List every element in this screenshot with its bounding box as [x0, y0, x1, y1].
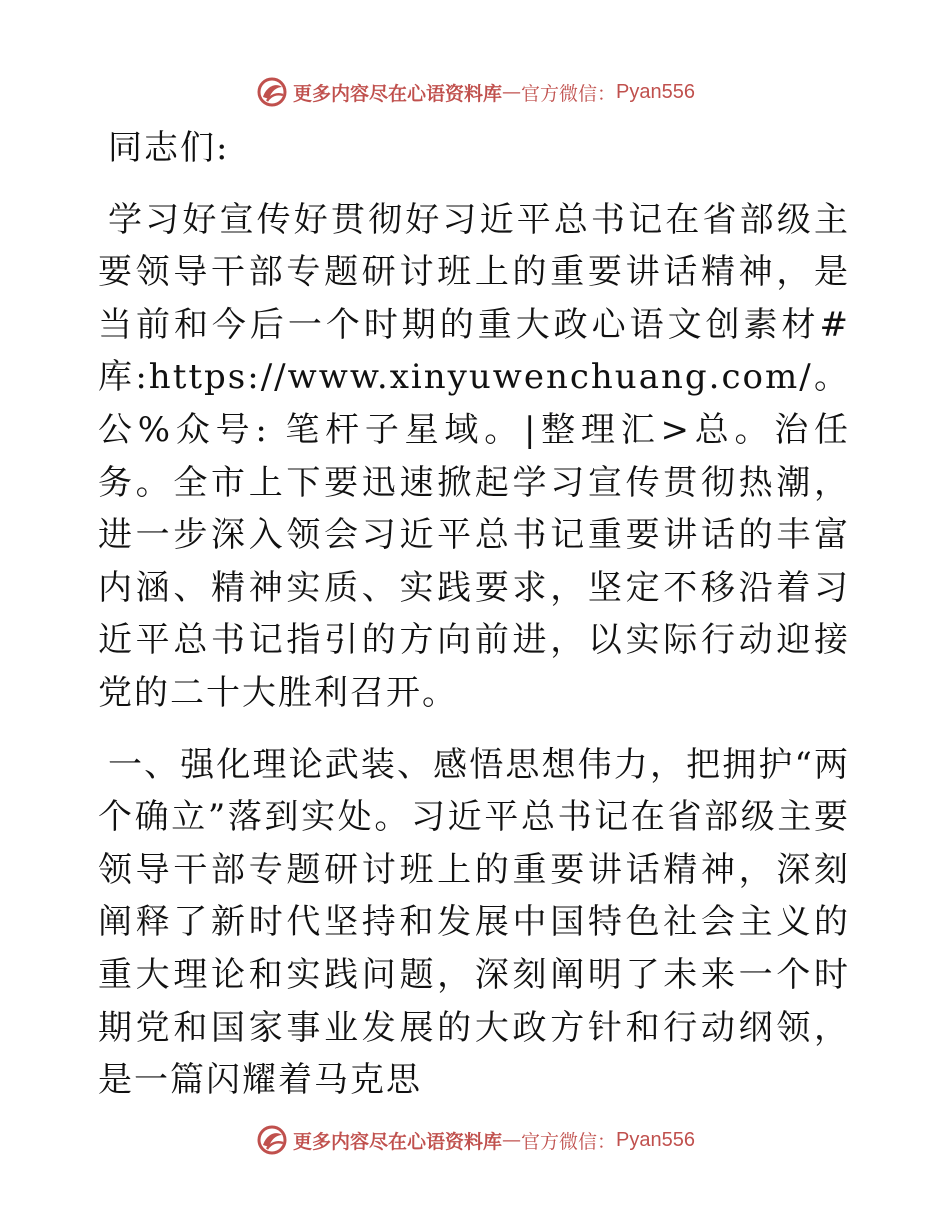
footer-watermark-banner [0, 1120, 950, 1160]
paragraph-1: 学习好宣传好贯彻好习近平总书记在省部级主要领导干部专题研讨班上的重要讲话精神，是当前和今后一个时期的重大政心语文创素材#库:https://www.xinyuwenchuang.com/。公%众号: 笔杆子星域。|整理汇>总。治任务。全市上下要迅速掀起学习宣传贯彻热潮，进一步深入领会习近平总书记重要讲话的丰富内涵、精神实质、实践要求，坚定不移沿着习近平总书记指引的方向前进，以实际行动迎接党的二十大胜利召开。 [98, 199, 850, 713]
footer-wechat-label: 官方微信： [521, 1130, 617, 1153]
header-brand-text: 更多内容尽在心语资料库 [293, 82, 503, 105]
red-swirl-logo-icon [255, 75, 289, 109]
red-swirl-logo-icon [255, 1123, 289, 1157]
header-separator: — [502, 81, 522, 103]
header-watermark-banner [0, 72, 950, 112]
paragraph-2: 一、强化理论武装、感悟思想伟力，把拥护“两个确立”落到实处。习近平总书记在省部级主要领导干部专题研讨班上的重要讲话精神，深刻阐释了新时代坚持和发展中国特色社会主义的重大理论和实践问题，深刻阐明了未来一个时期党和国家事业发展的大政方针和行动纲领，是一篇闪耀着马克思 [98, 744, 850, 1101]
greeting: 同志们: [108, 128, 230, 168]
header-wechat-handle: Pyan556 [616, 80, 695, 103]
footer-wechat-handle: Pyan556 [616, 1128, 695, 1151]
header-wechat-label: 官方微信： [521, 82, 617, 105]
footer-separator: — [502, 1129, 522, 1151]
footer-brand-text: 更多内容尽在心语资料库 [293, 1130, 503, 1153]
document-body [98, 122, 850, 1107]
